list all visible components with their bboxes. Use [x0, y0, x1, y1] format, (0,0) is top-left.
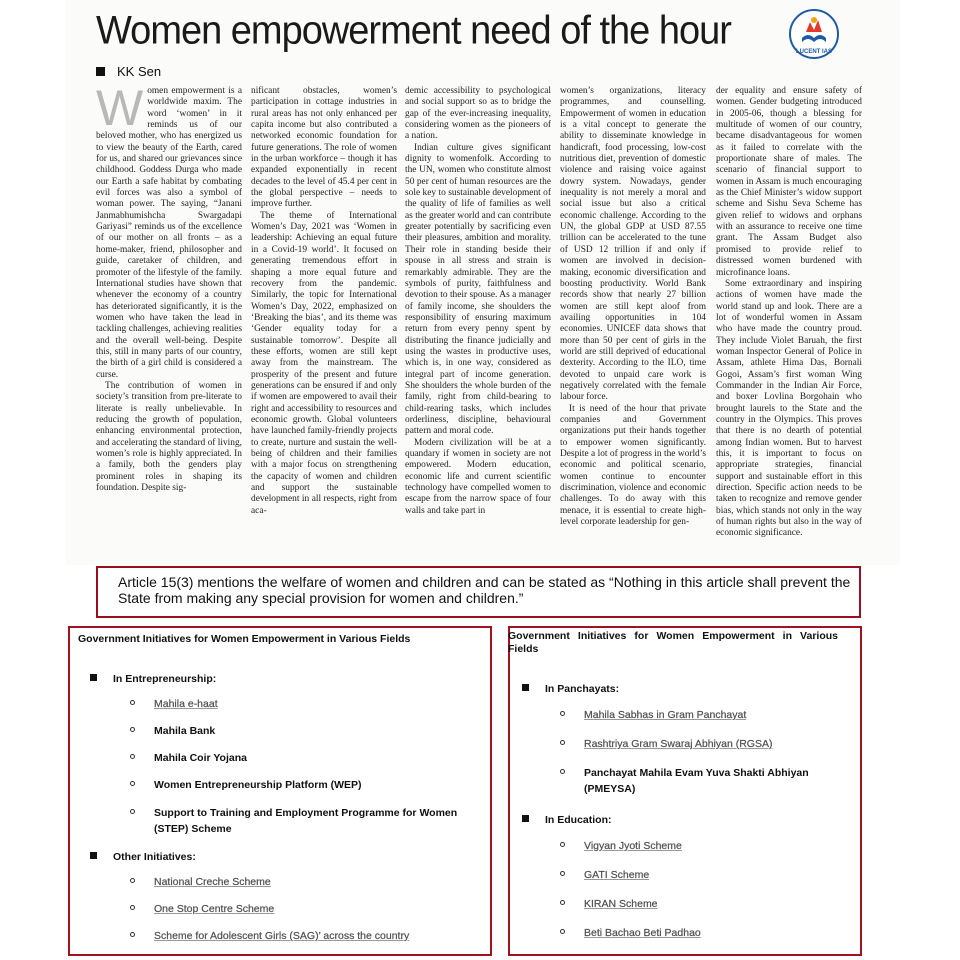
- column-text: [96, 86, 242, 494]
- column-text: [405, 86, 551, 517]
- author-name: KK Sen: [117, 64, 162, 79]
- list-item: KIRAN Scheme: [584, 896, 658, 912]
- list-item: Beti Bachao Beti Padhao: [584, 925, 701, 941]
- paragraph: nificant obstacles, women’s participation in cottage industries in rural areas has not only enhanced per capita income but also contributed a networked economic foundation for future generations. The role of women in the urban workforce – though it has expanded exponentially in recent decades to the level of 45.4 per cent in the global perspective – needs to improve further.: [251, 86, 397, 210]
- lucent-ias-logo: [788, 8, 840, 60]
- list-item: Women Entrepreneurship Platform (WEP): [154, 777, 362, 793]
- list-item: GATI Scheme: [584, 867, 649, 883]
- byline: [96, 64, 161, 79]
- section-heading-panchayats: In Panchayats:: [522, 683, 619, 695]
- list-item: Mahila e-haat: [154, 696, 218, 712]
- circle-bullet-icon: [560, 929, 565, 934]
- circle-bullet-icon: [560, 871, 565, 876]
- list-item: Scheme for Adolescent Girls (SAG)’ across the country: [154, 928, 409, 944]
- list-item: National Creche Scheme: [154, 874, 271, 890]
- list-item: Rashtriya Gram Swaraj Abhiyan (RGSA): [584, 736, 772, 752]
- list-item: Support to Training and Employment Programme for Women (STEP) Scheme: [154, 805, 474, 837]
- article-15-note: Article 15(3) mentions the welfare of women and children and can be stated as “Nothing in this article shall prevent the State from making any special provision for women and children.”: [96, 566, 861, 618]
- circle-bullet-icon: [560, 740, 565, 745]
- paragraph: The theme of International Women’s Day, 2021 was ‘Women in leadership: Achieving an equal future in a Covid-19 world’. It focused on generating tremendous effort in shaping a more equal future and recovery from the pandemic. Similarly, the topic for International Women’s Day, 2022, emphasized on ‘Breaking the bias’, and its theme was ‘Gender equality today for a sustainable tomorrow’. Despite all these efforts, women are still kept away from the mainstream. The prosperity of the present and future generations can be ensured if and only if women are empowered to avail their right and accessibility to resources and economic growth. Global volunteers have launched family-friendly projects to create, nurture and sustain the well-being of children and their families with a major focus on strengthening the capacity of women and children and support the sustainable development in all respects, right from aca-: [251, 210, 397, 516]
- article-column-5: [716, 86, 862, 556]
- paragraph: It is need of the hour that private companies and Government organizations put their hands together to empower women significantly. Despite a lot of progress in the world’s economic and political scenario, women continue to encounter discrimination, violence and economic challenges. To do away with this menace, it is essential to create high-level corporate leadership for gen-: [560, 403, 706, 528]
- paragraph: The contribution of women in society’s transition from pre-literate to literate is really unbelievable. In reducing the growth of population, enhancing environmental protection, and accelerating the standard of living, women’s role is highly appreciated. In a family, both the genders play prominent roles in shaping its foundation. Despite sig-: [96, 380, 242, 494]
- article-column-1: [96, 86, 242, 556]
- circle-bullet-icon: [560, 711, 565, 716]
- circle-bullet-icon: [130, 809, 135, 814]
- section-heading-other: Other Initiatives:: [90, 851, 196, 863]
- square-bullet-icon: [90, 852, 97, 859]
- square-bullet-icon: [522, 815, 529, 822]
- circle-bullet-icon: [130, 878, 135, 883]
- paragraph: Some extraordinary and inspiring actions of women have made the world stand up and look. There are a lot of wonderful women in Assam who have made the country proud. They include Violet Baruah, the first woman Inspector General of Police in Assam, athlete Hima Das, Bornali Gogoi, Assam’s first woman Wing Commander in the Indian Air Force, and boxer Lovlina Borgohain who brought laurels to the State and the country in the Olympics. This proves that there is no dearth of potential among Indian women. But to harvest this, it is important to focus on appropriate strategies, financial support and sustainable effort in this direction. Specific action needs to be taken to recognize and remove gender bias, which stands not only in the way of human rights but also in the way of economic significance.: [716, 278, 862, 539]
- square-bullet-icon: [522, 684, 529, 691]
- list-item: Vigyan Jyoti Scheme: [584, 838, 682, 854]
- section-heading-entrepreneurship: In Entrepreneurship:: [90, 673, 216, 685]
- byline-square-icon: [96, 67, 105, 76]
- logo-text: LUCENT IAS: [796, 49, 832, 55]
- paragraph: omen empowerment is a worldwide maxim. The word ‘women’ in it reminds us of our beloved mother, who has energized us to view the beauty of the Earth, cared for us, and shared our grievances since childhood. Goddess Durga who made our Earth a safe habitat by combating evil forces was also a symbol of woman power. The saying, “Janani Janmabhumishcha Swargadapi Gariyasi” reminds us of the excellence of our mother on all fronts – as a home-maker, friend, philosopher and guide, caretaker of children, and promoter of the lifestyle of the family. International studies have shown that whenever the economy of a country has deteriorated significantly, it is the women who have taken the lead in tackling challenges, achieving realities and the overall well-being. Despite this, still in many parts of our country, the birth of a girl child is considered a curse.: [96, 86, 242, 380]
- section-heading-education: In Education:: [522, 814, 612, 826]
- panel-title: Government Initiatives for Women Empowerment in Various Fields: [508, 630, 838, 655]
- article-column-3: [405, 86, 551, 556]
- circle-bullet-icon: [560, 769, 565, 774]
- initiatives-panel-right: [508, 626, 862, 956]
- list-item: Mahila Sabhas in Gram Panchayat: [584, 707, 746, 723]
- article-columns: [96, 86, 862, 556]
- list-item: One Stop Centre Scheme: [154, 901, 274, 917]
- paragraph: der equality and ensure safety of women. Gender budgeting introduced in 2005-06, though a blessing for multitude of women of our country, became disadvantageous for women as it failed to correlate with the proportionate share of males. The scenario of financial support to women in Assam is much encouraging as the Chief Minister’s widow support scheme and Sishu Seva Scheme has given relief to widows and orphans with an assurance to receive one time grant. The Assam Budget also promised to provide relief to distressed women burdened with microfinance loans.: [716, 86, 862, 278]
- circle-bullet-icon: [130, 727, 135, 732]
- panel-title: Government Initiatives for Women Empowerment in Various Fields: [78, 633, 411, 645]
- column-text: [560, 86, 706, 528]
- circle-bullet-icon: [130, 905, 135, 910]
- square-bullet-icon: [90, 674, 97, 681]
- circle-bullet-icon: [560, 842, 565, 847]
- article-headline: Women empowerment need of the hour: [96, 8, 731, 54]
- column-text: [716, 86, 862, 540]
- paragraph: Modern civilization will be at a quandary if women in society are not empowered. Modern education, economic life and current scientific technology have compelled women to escape from the narrow space of four walls and take part in: [405, 437, 551, 516]
- circle-bullet-icon: [130, 754, 135, 759]
- article-column-2: [251, 86, 397, 556]
- list-item: Mahila Bank: [154, 723, 215, 739]
- list-item: Panchayat Mahila Evam Yuva Shakti Abhiyan (PMEYSA): [584, 765, 824, 797]
- paragraph: Indian culture gives significant dignity to womenfolk. According to the UN, women who constitute almost 50 per cent of human resources are the sole key to sustainable development of the quality of life of families as well as the greater world and can contribute greater potentially by sacrificing even their pleasures, ambition and morality. Their role in standing beside their spouse in all stress and strain is remarkably admirable. They are the symbols of purity, faithfulness and devotion to their spouse. As a manager of family income, she shoulders the responsibility of ensuring maximum return from every penny spent by distributing the finance judicially and using the wastes in productive uses, which is, in one way, considered as integral part of income generation. She shoulders the whole burden of the family, right from child-bearing to child-rearing tasks, which includes orderliness, discipline, behavioural pattern and moral code.: [405, 142, 551, 437]
- list-item: Mahila Coir Yojana: [154, 750, 247, 766]
- circle-bullet-icon: [130, 700, 135, 705]
- circle-bullet-icon: [130, 932, 135, 937]
- drop-cap: W: [96, 86, 144, 136]
- circle-bullet-icon: [560, 900, 565, 905]
- initiatives-panel-left: [68, 626, 492, 956]
- paragraph: women’s organizations, literacy programmes, and counselling. Empowerment of women in education is a vital concept to generate the ability to disseminate knowledge in handicraft, food processing, low-cost nutritious diet, prevention of domestic violence and raising voice against dowry system. Nowadays, gender inequality is not merely a moral and social issue but also a critical economic challenge. According to the UN, the global GDP at USD 87.55 trillion can be accelerated to the tune of USD 12 trillion if and only if women are involved in decision-making, economic diversification and boosting productivity. World Bank records show that nearly 27 billion women are still kept aloof from availing opportunities in 104 economies. UNICEF data shows that more than 50 per cent of girls in the world are still deprived of educational dexterity. According to the ILO, time devoted to unpaid care work is negatively correlated with the female labour force.: [560, 86, 706, 403]
- circle-bullet-icon: [130, 781, 135, 786]
- article-column-4: [560, 86, 706, 556]
- paragraph: demic accessibility to psychological and social support so as to bridge the gap of the ever-increasing inequality, considering women as the pioneers of a nation.: [405, 86, 551, 142]
- column-text: [251, 86, 397, 517]
